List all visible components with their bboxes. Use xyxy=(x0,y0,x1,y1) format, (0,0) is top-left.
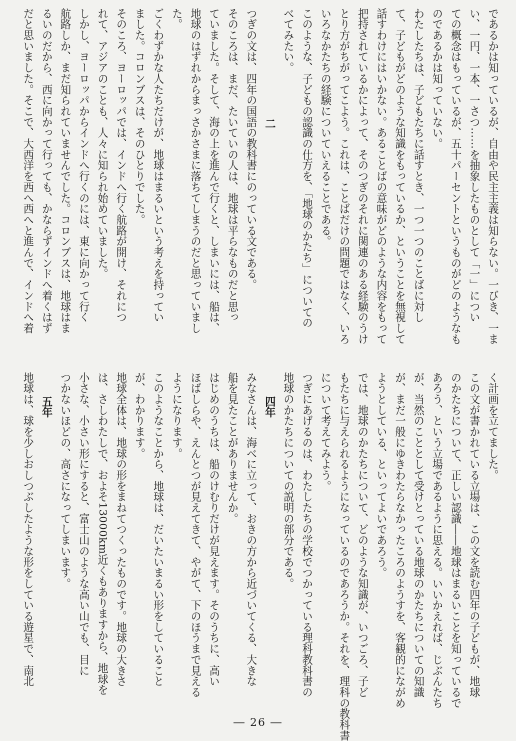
text-line: 地球のかたちについての説明の部分である。 xyxy=(282,372,295,589)
text-line: れて、アジアのことも、人々に知られ始めていました。 xyxy=(96,8,109,280)
text-line: い、一円、一本、一さつ……を抽象したものとして「一」につい xyxy=(468,8,481,323)
text-line: 地球全体は、地球の形をまねてつくったものです。地球の大きさ xyxy=(115,372,128,687)
text-line: 船を見たことがありませんか。 xyxy=(226,372,239,524)
text-line: のかたちについて、正しい認識――地球はまるいことを知っているで xyxy=(449,372,462,709)
text-line: いろなかたちの経験についていえることである。 xyxy=(319,8,332,247)
text-line: では、地球のかたちについて、どのような知識が、いつごろ、子ど xyxy=(356,372,369,698)
page-number: ― 26 ― xyxy=(233,716,283,729)
text-line: ごくわずかな人たちだけが、地球はまるいという考えを持ってい xyxy=(152,8,165,323)
text-line: く計画を立てました。 xyxy=(487,372,499,481)
text-line: ました。コロンブスは、そのひとりでした。 xyxy=(133,8,146,225)
text-line: べてみたい。 xyxy=(282,8,295,74)
text-line: て、子どもがどのような知識をもっているか、ということを無視して xyxy=(394,8,407,345)
text-line: あろう、という立場であるように思える。いいかえれば、じぶんたち xyxy=(431,372,444,709)
text-line: つぎにあげるのは、わたしたちの学校でつかっている理科教科書の xyxy=(301,372,314,698)
text-line: このようなことから、地球は、だいたいまるい形をしていること xyxy=(152,372,165,687)
text-line: 航路しか、まだ知られていませんでした。コロンブスは、地球はま xyxy=(59,8,72,334)
text-line: ようになります。 xyxy=(170,372,183,459)
text-line: が、当然のこととして受けとっている地球のかたちについての知識 xyxy=(412,372,425,698)
text-line: みなさんは、海べに立って、おきの方から近づいてくる、大きな xyxy=(245,372,258,687)
text-line: ほばしらや、えんとつが見えてきて、やがて、下のほうまで見える xyxy=(189,372,202,698)
section-heading-two: 二 xyxy=(263,118,276,129)
text-line: そのころ、ヨーロッパでは、インドへ行く航路が開け、それにつ xyxy=(115,8,128,323)
text-line: このような、子どもの認識の仕方を、「地球のかたち」についての xyxy=(301,8,314,329)
text-line: るいのだから、西に向かって行っても、かならずインドへ着くはず xyxy=(40,8,53,334)
text-line: ていました。そして、海の上を進んで行くと、しまいには、船は、 xyxy=(208,8,221,334)
text-line: は、さしわたしで、およそ13000km近くもありますから、地球を xyxy=(96,372,109,696)
text-line: はじめのうちは、船のけむりだけが見えます。そのうちに、高い xyxy=(208,372,221,687)
text-line: のであるかは知っていない。 xyxy=(431,8,444,150)
text-line: しかし、ヨーロッパからインドへ行くのには、東に向かって行く xyxy=(77,8,90,323)
text-line: について考えてみよう。 xyxy=(319,372,332,492)
text-line: ようとしている、といってよいであろう。 xyxy=(375,372,388,579)
text-line: であるかは知っているが、自由や民主主義は知らない。一びき、一ま xyxy=(487,8,499,345)
text-line: 地球のはずれからまっさかさまに落ちてしまうのだと思っていまし xyxy=(189,8,202,334)
text-line: ての概念はもっているが、五十パーセントというものがどのようなも xyxy=(449,8,462,345)
grade-five-label: 五年 xyxy=(40,396,53,418)
grade-four-label: 四年 xyxy=(263,396,276,418)
text-line: つかないほどの、高さになってしまいます。 xyxy=(59,372,72,589)
text-line: とり方がちがってこよう。これは、ことばだけの問題ではなく、いろ xyxy=(338,8,351,345)
text-line: 地球は、球を少しおしつぶしたような形をしている遊星で、南北 xyxy=(22,372,35,687)
text-line: た。 xyxy=(170,8,183,30)
text-line: が、わかります。 xyxy=(133,372,146,459)
text-line: が、まだ一般にゆきわたらなかったころのようすを、客観的にながめ xyxy=(394,372,407,709)
text-line: だと思いました。そこで、大西洋を西へ西へと進んで、インドへ着 xyxy=(22,8,35,334)
upper-text-block xyxy=(19,8,502,356)
text-line: わたしたちは、子どもたちに話すとき、一つ一つのことばに対し xyxy=(412,8,425,323)
text-line: もたちに与えられるようになっているのであろうか。それを、理科の教科書 xyxy=(338,372,351,741)
text-line: つぎの文は、四年の国語の教科書にのっている文である。 xyxy=(245,8,258,291)
text-line: この文が書かれている立場は、この文を読む四年の子どもが、地球 xyxy=(468,372,481,698)
text-line: そのころは、まだ、たいていの人は、地球は平らなものだと思っ xyxy=(226,8,239,323)
text-line: 小さな、小さい形にすると、富士山のような高い山でも、目に xyxy=(77,372,90,676)
text-line: 把持されているかによって、そのつぎのそれに関連のある経験のうけ xyxy=(356,8,369,345)
text-line: 話すわけにはいかない。あることばの意味がどのような内容をもって xyxy=(375,8,388,345)
